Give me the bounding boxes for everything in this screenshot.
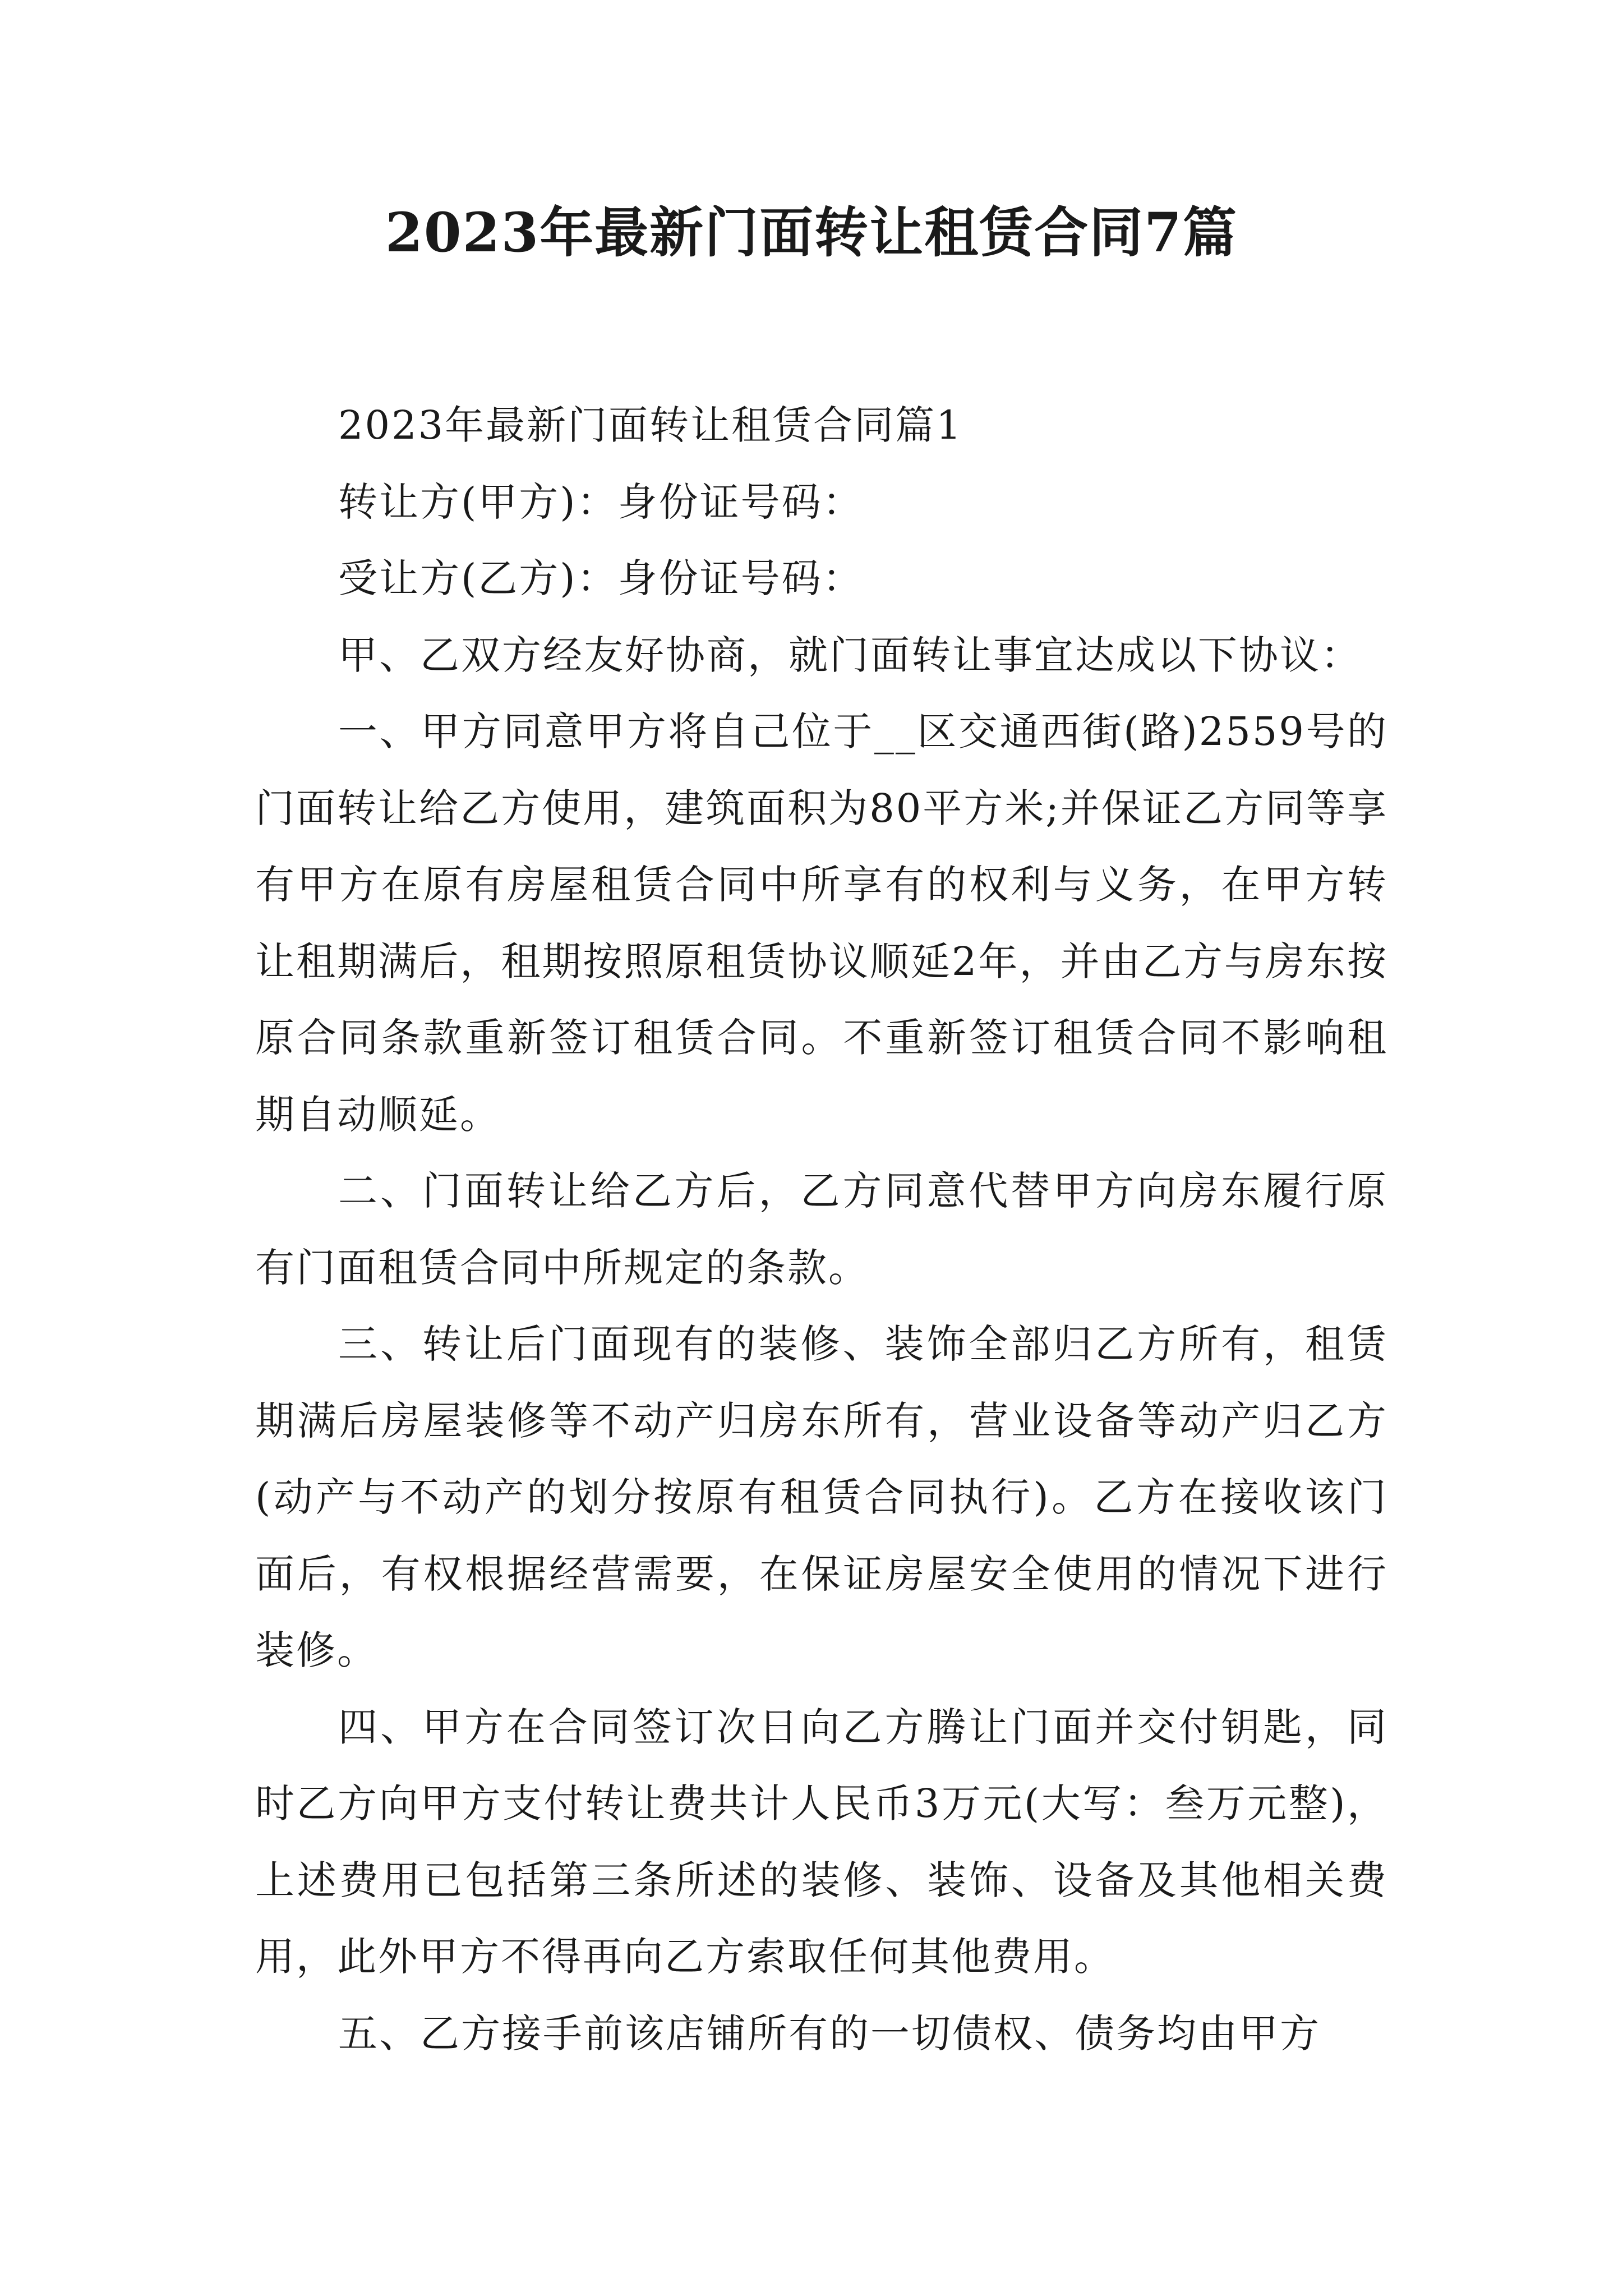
document-body <box>255 387 1388 2072</box>
document-title: 2023年最新门面转让租赁合同7篇 <box>385 201 1238 264</box>
clause-1: 一、甲方同意甲方将自己位于__区交通西街(路)2559号的门面转让给乙方使用，建筑面积为80平方米;并保证乙方同等享有甲方在原有房屋租赁合同中所享有的权利与义务，在甲方转让租期满后，租期按照原租赁协议顺延2年，并由乙方与房东按原合同条款重新签订租赁合同。不重新签订租赁合同不影响租期自动顺延。 <box>255 708 1388 1138</box>
transferor-line: 转让方(甲方)：身份证号码： <box>338 478 864 525</box>
clause-5: 五、乙方接手前该店铺所有的一切债权、债务均由甲方 <box>338 2010 1321 2056</box>
clause-2: 二、门面转让给乙方后，乙方同意代替甲方向房东履行原有门面租赁合同中所规定的条款。 <box>255 1168 1388 1291</box>
clause-3: 三、转让后门面现有的装修、装饰全部归乙方所有，租赁期满后房屋装修等不动产归房东所有，营业设备等动产归乙方(动产与不动产的划分按原有租赁合同执行)。乙方在接收该门面后，有权根据经营需要，在保证房屋安全使用的情况下进行装修。 <box>255 1321 1388 1673</box>
agreement-intro: 甲、乙双方经友好协商，就门面转让事宜达成以下协议： <box>338 632 1362 678</box>
transferee-line: 受让方(乙方)：身份证号码： <box>338 555 864 601</box>
clause-4: 四、甲方在合同签订次日向乙方腾让门面并交付钥匙，同时乙方向甲方支付转让费共计人民币3万元(大写：叁万元整)，上述费用已包括第三条所述的装修、装饰、设备及其他相关费用，此外甲方不得再向乙方索取任何其他费用。 <box>255 1704 1388 1980</box>
section-heading: 2023年最新门面转让租赁合同篇1 <box>338 402 963 448</box>
